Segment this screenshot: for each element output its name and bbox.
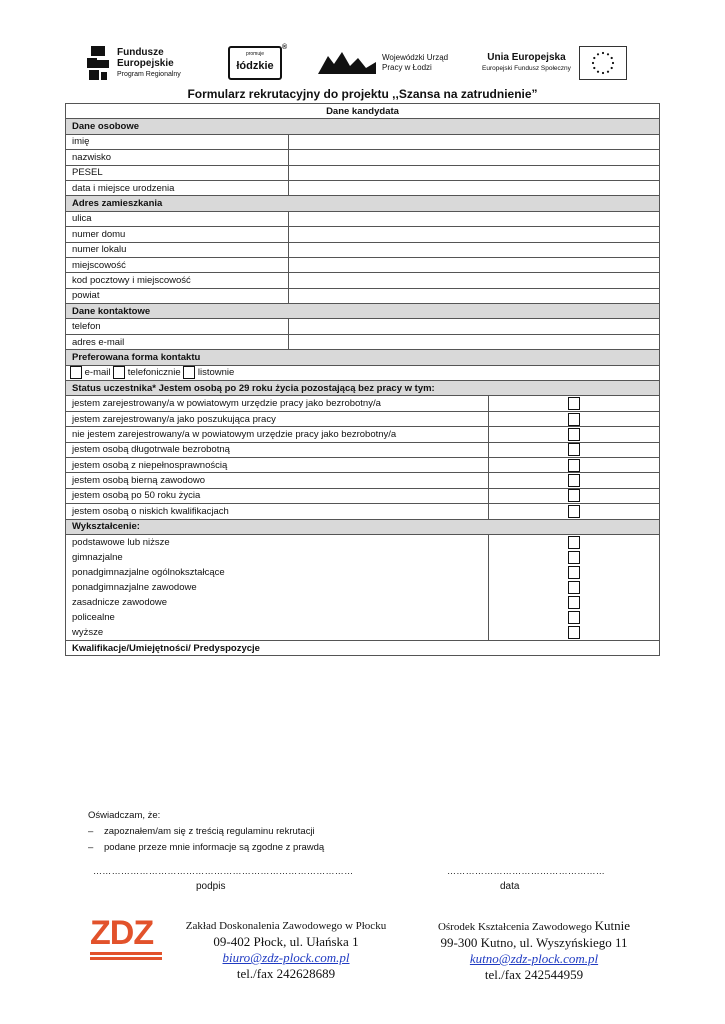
fundusze-europejskie-icon <box>85 44 111 82</box>
field-label: numer lokalu <box>66 242 289 257</box>
field-input-email[interactable] <box>289 334 660 349</box>
field-input-numer-lokalu[interactable] <box>289 242 660 257</box>
status-label: jestem osobą długotrwale bezrobotną <box>66 442 489 457</box>
form-title: Formularz rekrutacyjny do projektu ,,Szansa na zatrudnienie” <box>187 87 538 101</box>
address-kutno-tel: tel./fax 242544959 <box>484 967 584 982</box>
data-line[interactable]: …………………………………………… <box>447 866 606 876</box>
field-input-numer-domu[interactable] <box>289 227 660 242</box>
field-row-telefon <box>66 319 660 334</box>
education-checkbox[interactable] <box>568 626 580 639</box>
recruitment-form-table <box>65 103 660 656</box>
status-row <box>66 488 660 503</box>
education-checkbox[interactable] <box>568 611 580 624</box>
checkbox-listownie[interactable] <box>183 366 195 379</box>
oswiadczenie-item: – podane przeze mnie informacje są zgodne z prawdą <box>88 840 324 856</box>
field-input-imie[interactable] <box>289 134 660 149</box>
oswiadczenie-intro: Oświadczam, że: <box>88 810 161 821</box>
option-telefonicznie: telefonicznie <box>127 367 181 379</box>
checkbox-telefonicznie[interactable] <box>113 366 125 379</box>
education-checkbox[interactable] <box>568 596 580 609</box>
kwalifikacje-field[interactable]: Kwalifikacje/Umiejętności/ Predyspozycje <box>66 640 660 655</box>
field-label: imię <box>66 134 289 149</box>
field-input-nazwisko[interactable] <box>289 150 660 165</box>
status-row <box>66 457 660 472</box>
lodzkie-box <box>228 44 288 80</box>
section-status <box>66 381 660 396</box>
fundusze-europejskie-text <box>117 47 181 80</box>
education-item: ponadgimnazjalne ogólnokształcące <box>72 566 225 578</box>
option-email: e-mail <box>84 367 111 379</box>
dane-kandydata-header: Dane kandydata <box>66 104 660 119</box>
section-kontakt <box>66 304 660 319</box>
field-label: kod pocztowy i miejscowość <box>66 273 289 288</box>
ue-logo <box>482 40 627 86</box>
status-row <box>66 504 660 519</box>
status-label: nie jestem zarejestrowany/a w powiatowym urzędzie pracy jako bezrobotny/a <box>66 427 489 442</box>
education-checkbox[interactable] <box>568 581 580 594</box>
status-row <box>66 411 660 426</box>
education-item: gimnazjalne <box>72 551 123 563</box>
status-row <box>66 427 660 442</box>
field-row-ulica <box>66 211 660 226</box>
status-checkbox[interactable] <box>568 397 580 410</box>
field-row-imie <box>66 134 660 149</box>
status-checkbox-cell <box>489 442 660 457</box>
education-checkbox[interactable] <box>568 566 580 579</box>
address-kutno-name: Ośrodek Kształcenia Zawodowego <box>437 921 592 933</box>
field-row-nazwisko <box>66 150 660 165</box>
ue-line1: Unia Europejska <box>487 52 566 63</box>
logo-bar <box>80 40 640 86</box>
field-row-powiat <box>66 288 660 303</box>
field-label: telefon <box>66 319 289 334</box>
section-title: Preferowana forma kontaktu <box>66 350 660 365</box>
education-checkbox[interactable] <box>568 536 580 549</box>
field-row-miejscowosc <box>66 257 660 272</box>
status-checkbox[interactable] <box>568 443 580 456</box>
field-label: nazwisko <box>66 150 289 165</box>
status-checkbox-cell <box>489 457 660 472</box>
field-row-numer-lokalu <box>66 242 660 257</box>
status-checkbox-cell <box>489 396 660 411</box>
status-label: jestem osobą po 50 roku życia <box>66 488 489 503</box>
status-row <box>66 396 660 411</box>
wup-mountains-icon <box>318 50 376 76</box>
address-plock-street: 09-402 Płock, ul. Ułańska 1 <box>213 934 359 949</box>
field-row-email <box>66 334 660 349</box>
zdz-logo-stripes <box>90 952 162 960</box>
fundusze-europejskie-logo <box>85 40 181 86</box>
wup-logo <box>318 40 448 86</box>
ue-text <box>482 52 571 74</box>
field-label: adres e-mail <box>66 334 289 349</box>
status-checkbox[interactable] <box>568 474 580 487</box>
address-kutno-street: 99-300 Kutno, ul. Wyszyńskiego 11 <box>440 935 628 950</box>
education-list-cell <box>66 534 489 640</box>
field-label: powiat <box>66 288 289 303</box>
section-dane-osobowe <box>66 119 660 134</box>
field-input-pesel[interactable] <box>289 165 660 180</box>
contact-options-row <box>66 365 660 380</box>
fundusze-line1: Fundusze <box>117 46 164 58</box>
zdz-logo-text: ZDZ <box>90 914 154 952</box>
status-label: jestem zarejestrowany/a w powiatowym urzędzie pracy jako bezrobotny/a <box>66 396 489 411</box>
field-input-powiat[interactable] <box>289 288 660 303</box>
field-label: miejscowość <box>66 257 289 272</box>
address-plock-email-link[interactable]: biuro@zdz-plock.com.pl <box>222 950 350 965</box>
address-kutno <box>418 918 650 983</box>
oswiadczenie <box>88 808 324 856</box>
section-preferowana <box>66 350 660 365</box>
status-checkbox-cell <box>489 488 660 503</box>
status-checkbox[interactable] <box>568 413 580 426</box>
lodzkie-main: łódzkie <box>236 60 274 72</box>
education-checkbox[interactable] <box>568 551 580 564</box>
field-row-pesel <box>66 165 660 180</box>
status-checkbox[interactable] <box>568 459 580 472</box>
section-title: Adres zamieszkania <box>66 196 660 211</box>
status-checkbox[interactable] <box>568 489 580 502</box>
education-list <box>72 535 488 640</box>
section-title: Dane kontaktowe <box>66 304 660 319</box>
field-input-urodzenie[interactable] <box>289 180 660 195</box>
field-label: numer domu <box>66 227 289 242</box>
option-listownie: listownie <box>197 367 235 379</box>
address-kutno-name-row <box>418 918 650 935</box>
lodzkie-logo <box>228 40 288 86</box>
lodzkie-small: promuje <box>245 51 265 57</box>
education-item: policealne <box>72 611 115 623</box>
education-item: ponadgimnazjalne zawodowe <box>72 581 197 593</box>
status-checkbox[interactable] <box>568 505 580 518</box>
status-checkbox[interactable] <box>568 428 580 441</box>
wup-text <box>382 53 448 73</box>
fundusze-line2: Europejskie <box>117 57 174 69</box>
registered-mark: ® <box>282 44 288 51</box>
oswiadczenie-item: – zapoznałem/am się z treścią regulaminu rekrutacji <box>88 824 324 840</box>
kwalifikacje-row <box>66 640 660 655</box>
zdz-logo <box>90 916 162 962</box>
podpis-label: podpis <box>196 881 226 892</box>
status-checkbox-cell <box>489 411 660 426</box>
fundusze-line3: Program Regionalny <box>117 70 181 78</box>
address-plock <box>170 918 402 982</box>
address-plock-name: Zakład Doskonalenia Zawodowego w Płocku <box>185 920 387 932</box>
field-label: data i miejsce urodzenia <box>66 180 289 195</box>
education-item: zasadnicze zawodowe <box>72 596 168 608</box>
field-input-ulica[interactable] <box>289 211 660 226</box>
field-input-kod[interactable] <box>289 273 660 288</box>
status-label: jestem osobą bierną zawodowo <box>66 473 489 488</box>
address-kutno-city: Kutnie <box>594 918 631 933</box>
section-adres <box>66 196 660 211</box>
education-item: wyższe <box>72 626 104 638</box>
field-row-urodzenie <box>66 180 660 195</box>
status-checkbox-cell <box>489 427 660 442</box>
status-row <box>66 442 660 457</box>
wup-line1: Wojewódzki Urząd <box>382 53 449 62</box>
field-input-telefon[interactable] <box>289 319 660 334</box>
field-label: PESEL <box>66 165 289 180</box>
status-label: jestem zarejestrowany/a jako poszukująca pracy <box>66 411 489 426</box>
field-label: ulica <box>66 211 289 226</box>
section-title: Wykształcenie: <box>66 519 660 534</box>
education-block <box>66 534 660 640</box>
section-wyksztalcenie <box>66 519 660 534</box>
checkbox-email[interactable] <box>70 366 82 379</box>
field-row-numer-domu <box>66 227 660 242</box>
field-input-miejscowosc[interactable] <box>289 257 660 272</box>
education-checkbox-cell <box>489 534 660 640</box>
section-title: Dane osobowe <box>66 119 660 134</box>
education-item: podstawowe lub niższe <box>72 536 170 548</box>
podpis-line[interactable]: ………………………………………………………………………… <box>93 866 354 876</box>
education-checkboxes <box>489 535 659 640</box>
status-label: jestem osobą z niepełnosprawnością <box>66 457 489 472</box>
status-label: jestem osobą o niskich kwalifikacjach <box>66 504 489 519</box>
status-checkbox-cell <box>489 473 660 488</box>
section-title: Status uczestnika* Jestem osobą po 29 roku życia pozostającą bez pracy w tym: <box>66 381 660 396</box>
status-row <box>66 473 660 488</box>
address-kutno-email-link[interactable]: kutno@zdz-plock.com.pl <box>469 951 599 966</box>
form-header-row <box>66 104 660 119</box>
field-row-kod <box>66 273 660 288</box>
address-plock-tel: tel./fax 242628689 <box>236 966 336 981</box>
ue-line2: Europejski Fundusz Społeczny <box>482 65 571 72</box>
wup-line2: Pracy w Łodzi <box>382 63 432 72</box>
eu-flag-icon <box>579 46 627 80</box>
status-checkbox-cell <box>489 504 660 519</box>
contact-options <box>66 365 660 380</box>
data-label: data <box>500 881 520 892</box>
